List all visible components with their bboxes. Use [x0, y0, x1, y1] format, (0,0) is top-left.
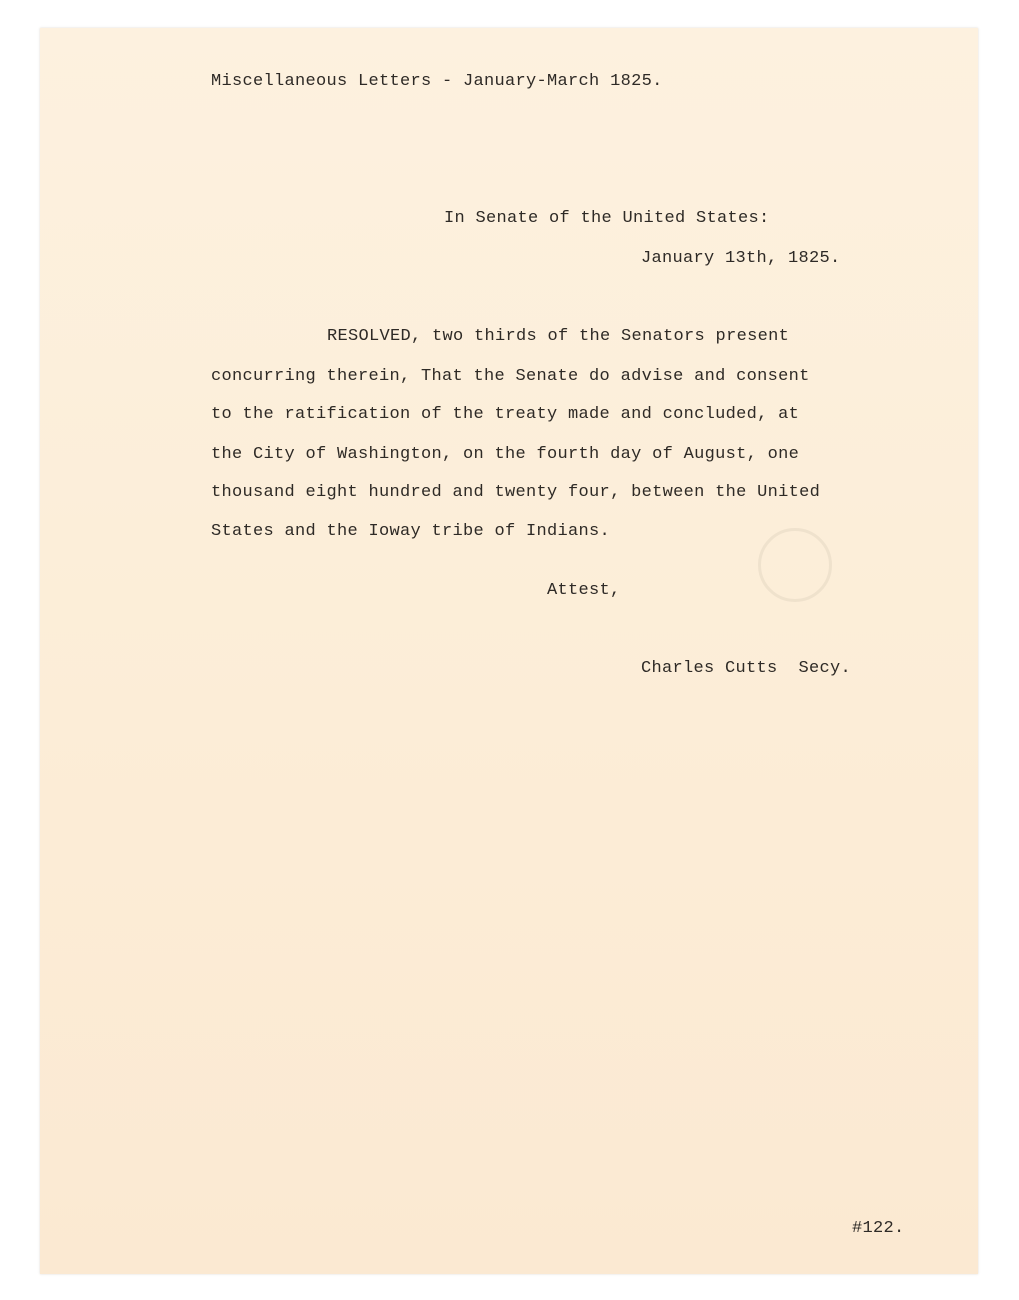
- attest-label: Attest,: [547, 581, 621, 600]
- resolution-line: the City of Washington, on the fourth day of August, one: [211, 445, 800, 464]
- resolution-line: RESOLVED, two thirds of the Senators present: [327, 327, 790, 346]
- page-number: #122.: [852, 1219, 905, 1238]
- resolution-line: concurring therein, That the Senate do advise and consent: [211, 367, 810, 386]
- place-line: In Senate of the United States:: [444, 209, 770, 228]
- resolution-line: thousand eight hundred and twenty four, between the United: [211, 483, 821, 502]
- date-line: January 13th, 1825.: [641, 249, 841, 268]
- resolution-line: States and the Ioway tribe of Indians.: [211, 522, 611, 541]
- collection-title: Miscellaneous Letters - January-March 1825.: [211, 72, 663, 91]
- paper-stain: [758, 528, 832, 602]
- resolution-line: to the ratification of the treaty made and concluded, at: [211, 405, 800, 424]
- secretary-signature: Charles Cutts Secy.: [641, 659, 852, 678]
